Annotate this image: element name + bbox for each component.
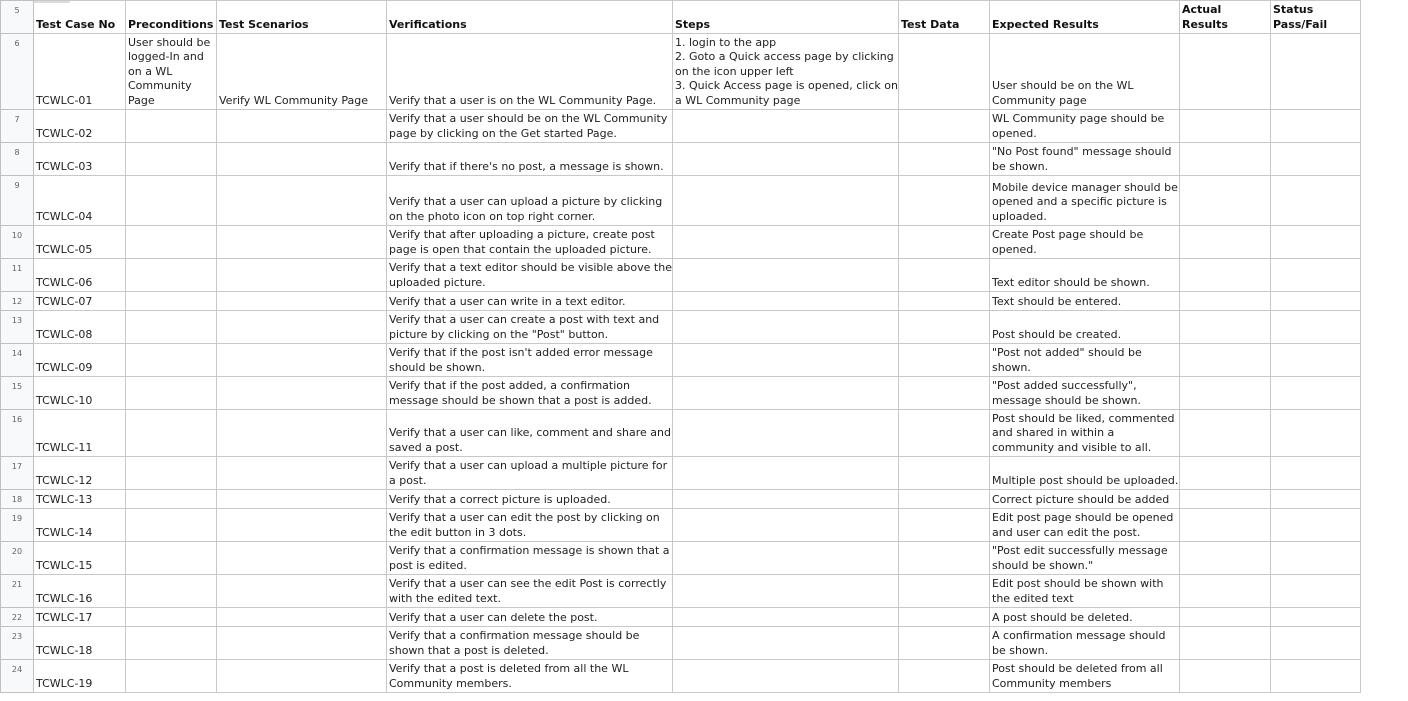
row-number[interactable]: 14 <box>1 344 34 377</box>
cell-test-case-no[interactable]: TCWLC-04 <box>34 176 126 226</box>
cell-status[interactable] <box>1271 110 1361 143</box>
cell-test-scenario[interactable] <box>217 344 387 377</box>
cell-verification[interactable]: Verify that a post is deleted from all the WL Community members. <box>387 660 673 693</box>
cell-preconditions[interactable] <box>126 410 217 457</box>
cell-steps[interactable] <box>673 457 899 490</box>
cell-steps[interactable] <box>673 259 899 292</box>
cell-status[interactable] <box>1271 143 1361 176</box>
cell-preconditions[interactable] <box>126 226 217 259</box>
cell-verification[interactable]: Verify that a user can like, comment and share and saved a post. <box>387 410 673 457</box>
cell-test-data[interactable] <box>899 457 990 490</box>
header-row <box>1 1 1361 34</box>
cell-status[interactable] <box>1271 627 1361 660</box>
cell-status[interactable] <box>1271 608 1361 627</box>
cell-test-case-no[interactable]: TCWLC-18 <box>34 627 126 660</box>
cell-actual-result[interactable] <box>1180 509 1271 542</box>
cell-preconditions[interactable] <box>126 292 217 311</box>
cell-preconditions[interactable] <box>126 660 217 693</box>
table-row <box>1 457 1361 490</box>
cell-preconditions[interactable] <box>126 344 217 377</box>
cell-preconditions[interactable] <box>126 457 217 490</box>
cell-verification[interactable]: Verify that a user can edit the post by clicking on the edit button in 3 dots. <box>387 509 673 542</box>
cell-actual-result[interactable] <box>1180 344 1271 377</box>
cell-status[interactable] <box>1271 311 1361 344</box>
cell-steps[interactable] <box>673 344 899 377</box>
cell-test-scenario[interactable] <box>217 509 387 542</box>
table-row <box>1 410 1361 457</box>
cell-status[interactable] <box>1271 660 1361 693</box>
row-number[interactable]: 13 <box>1 311 34 344</box>
cell-status[interactable] <box>1271 410 1361 457</box>
cell-test-data[interactable] <box>899 509 990 542</box>
cell-actual-result[interactable] <box>1180 627 1271 660</box>
cell-test-case-no[interactable]: TCWLC-19 <box>34 660 126 693</box>
table-row <box>1 226 1361 259</box>
cell-expected-result[interactable]: "No Post found" message should be shown. <box>990 143 1180 176</box>
cell-steps[interactable] <box>673 608 899 627</box>
cell-steps[interactable] <box>673 143 899 176</box>
cell-status[interactable] <box>1271 259 1361 292</box>
cell-preconditions[interactable] <box>126 490 217 509</box>
row-number[interactable]: 19 <box>1 509 34 542</box>
cell-verification[interactable]: Verify that after uploading a picture, create post page is open that contain the uploaded picture. <box>387 226 673 259</box>
cell-preconditions[interactable] <box>126 143 217 176</box>
cell-test-case-no[interactable]: TCWLC-01 <box>34 34 126 110</box>
cell-preconditions[interactable] <box>126 627 217 660</box>
table-row <box>1 292 1361 311</box>
cell-expected-result[interactable]: A confirmation message should be shown. <box>990 627 1180 660</box>
cell-steps[interactable] <box>673 660 899 693</box>
cell-preconditions[interactable] <box>126 311 217 344</box>
row-number[interactable]: 21 <box>1 575 34 608</box>
cell-test-data[interactable] <box>899 292 990 311</box>
cell-test-case-no[interactable]: TCWLC-08 <box>34 311 126 344</box>
cell-status[interactable] <box>1271 34 1361 110</box>
cell-verification[interactable]: Verify that a text editor should be visible above the uploaded picture. <box>387 259 673 292</box>
table-row <box>1 110 1361 143</box>
header-steps[interactable]: Steps <box>673 1 899 34</box>
header-status[interactable]: Status Pass/Fail <box>1271 1 1361 34</box>
cell-actual-result[interactable] <box>1180 311 1271 344</box>
cell-verification[interactable]: Verify that if the post added, a confirmation message should be shown that a post is added. <box>387 377 673 410</box>
cell-status[interactable] <box>1271 344 1361 377</box>
cell-expected-result[interactable]: "Post edit successfully message should be shown." <box>990 542 1180 575</box>
header-test-data[interactable]: Test Data <box>899 1 990 34</box>
cell-preconditions[interactable] <box>126 377 217 410</box>
cell-test-scenario[interactable] <box>217 176 387 226</box>
table-row <box>1 176 1361 226</box>
cell-test-scenario[interactable] <box>217 377 387 410</box>
row-number[interactable]: 22 <box>1 608 34 627</box>
cell-verification[interactable]: Verify that a user can upload a picture by clicking on the photo icon on top right corner. <box>387 176 673 226</box>
cell-verification[interactable]: Verify that a user can see the edit Post is correctly with the edited text. <box>387 575 673 608</box>
cell-test-case-no[interactable]: TCWLC-12 <box>34 457 126 490</box>
row-number[interactable]: 23 <box>1 627 34 660</box>
cell-preconditions[interactable]: User should be logged-In and on a WL Community Page <box>126 34 217 110</box>
cell-test-data[interactable] <box>899 34 990 110</box>
cell-preconditions[interactable] <box>126 176 217 226</box>
cell-preconditions[interactable] <box>126 608 217 627</box>
table-row <box>1 509 1361 542</box>
cell-test-data[interactable] <box>899 143 990 176</box>
row-number[interactable]: 12 <box>1 292 34 311</box>
cell-test-scenario[interactable] <box>217 110 387 143</box>
cell-expected-result[interactable]: Post should be liked, commented and shared in within a community and visible to all. <box>990 410 1180 457</box>
cell-test-data[interactable] <box>899 660 990 693</box>
cell-status[interactable] <box>1271 457 1361 490</box>
cell-verification[interactable]: Verify that a user can create a post with text and picture by clicking on the "Post" button. <box>387 311 673 344</box>
cell-expected-result[interactable]: Post should be deleted from all Community members <box>990 660 1180 693</box>
cell-steps[interactable] <box>673 490 899 509</box>
cell-status[interactable] <box>1271 176 1361 226</box>
cell-expected-result[interactable]: A post should be deleted. <box>990 608 1180 627</box>
cell-steps[interactable] <box>673 292 899 311</box>
cell-test-scenario[interactable] <box>217 292 387 311</box>
cell-test-data[interactable] <box>899 377 990 410</box>
header-verifications[interactable]: Verifications <box>387 1 673 34</box>
cell-test-scenario[interactable] <box>217 410 387 457</box>
cell-status[interactable] <box>1271 509 1361 542</box>
cell-test-case-no[interactable]: TCWLC-05 <box>34 226 126 259</box>
cell-test-case-no[interactable]: TCWLC-09 <box>34 344 126 377</box>
cell-test-data[interactable] <box>899 110 990 143</box>
cell-actual-result[interactable] <box>1180 143 1271 176</box>
table-row <box>1 377 1361 410</box>
cell-actual-result[interactable] <box>1180 457 1271 490</box>
cell-test-data[interactable] <box>899 490 990 509</box>
table-row <box>1 490 1361 509</box>
header-preconditions[interactable]: Preconditions <box>126 1 217 34</box>
cell-test-data[interactable] <box>899 627 990 660</box>
cell-test-data[interactable] <box>899 344 990 377</box>
row-number[interactable]: 10 <box>1 226 34 259</box>
cell-test-case-no[interactable]: TCWLC-14 <box>34 509 126 542</box>
cell-actual-result[interactable] <box>1180 110 1271 143</box>
cell-test-case-no[interactable]: TCWLC-10 <box>34 377 126 410</box>
cell-expected-result[interactable]: WL Community page should be opened. <box>990 110 1180 143</box>
cell-test-scenario[interactable] <box>217 311 387 344</box>
cell-steps[interactable] <box>673 627 899 660</box>
cell-verification[interactable]: Verify that a confirmation message is shown that a post is edited. <box>387 542 673 575</box>
cell-actual-result[interactable] <box>1180 575 1271 608</box>
row-number[interactable]: 20 <box>1 542 34 575</box>
cell-test-data[interactable] <box>899 259 990 292</box>
table-row <box>1 575 1361 608</box>
cell-test-scenario[interactable] <box>217 608 387 627</box>
cell-test-scenario[interactable] <box>217 259 387 292</box>
cell-steps[interactable] <box>673 226 899 259</box>
cell-expected-result[interactable]: Create Post page should be opened. <box>990 226 1180 259</box>
row-number[interactable]: 6 <box>1 34 34 110</box>
cell-test-data[interactable] <box>899 410 990 457</box>
cell-actual-result[interactable] <box>1180 34 1271 110</box>
cell-expected-result[interactable]: Edit post should be shown with the edited text <box>990 575 1180 608</box>
cell-test-case-no[interactable]: TCWLC-07 <box>34 292 126 311</box>
cell-test-case-no[interactable]: TCWLC-11 <box>34 410 126 457</box>
cell-preconditions[interactable] <box>126 509 217 542</box>
cell-expected-result[interactable]: User should be on the WL Community page <box>990 34 1180 110</box>
cell-test-scenario[interactable] <box>217 542 387 575</box>
table-row <box>1 660 1361 693</box>
cell-expected-result[interactable]: Mobile device manager should be opened and a specific picture is uploaded. <box>990 176 1180 226</box>
cell-preconditions[interactable] <box>126 542 217 575</box>
cell-actual-result[interactable] <box>1180 542 1271 575</box>
cell-test-data[interactable] <box>899 226 990 259</box>
table-row <box>1 311 1361 344</box>
cell-steps[interactable] <box>673 575 899 608</box>
table-row <box>1 34 1361 110</box>
cell-verification[interactable]: Verify that a correct picture is uploaded. <box>387 490 673 509</box>
cell-verification[interactable]: Verify that if there's no post, a message is shown. <box>387 143 673 176</box>
row-number[interactable]: 9 <box>1 176 34 226</box>
cell-actual-result[interactable] <box>1180 259 1271 292</box>
cell-steps[interactable] <box>673 110 899 143</box>
cell-actual-result[interactable] <box>1180 410 1271 457</box>
row-number[interactable]: 18 <box>1 490 34 509</box>
cell-test-data[interactable] <box>899 311 990 344</box>
cell-steps[interactable] <box>673 509 899 542</box>
cell-expected-result[interactable]: Correct picture should be added <box>990 490 1180 509</box>
cell-actual-result[interactable] <box>1180 660 1271 693</box>
table-row <box>1 608 1361 627</box>
cell-steps[interactable] <box>673 542 899 575</box>
cell-test-case-no[interactable]: TCWLC-02 <box>34 110 126 143</box>
cell-test-scenario[interactable] <box>217 660 387 693</box>
cell-expected-result[interactable]: "Post not added" should be shown. <box>990 344 1180 377</box>
row-number[interactable]: 15 <box>1 377 34 410</box>
cell-test-scenario[interactable]: Verify WL Community Page <box>217 34 387 110</box>
cell-test-data[interactable] <box>899 542 990 575</box>
cell-expected-result[interactable]: Multiple post should be uploaded. <box>990 457 1180 490</box>
header-expected-results[interactable]: Expected Results <box>990 1 1180 34</box>
cell-verification[interactable]: Verify that a user is on the WL Community Page. <box>387 34 673 110</box>
cell-expected-result[interactable]: Text editor should be shown. <box>990 259 1180 292</box>
cell-status[interactable] <box>1271 575 1361 608</box>
cell-expected-result[interactable]: "Post added successfully", message should be shown. <box>990 377 1180 410</box>
cell-status[interactable] <box>1271 542 1361 575</box>
cell-test-data[interactable] <box>899 176 990 226</box>
cell-test-case-no[interactable]: TCWLC-06 <box>34 259 126 292</box>
cell-verification[interactable]: Verify that a user can upload a multiple picture for a post. <box>387 457 673 490</box>
cell-verification[interactable]: Verify that a user can write in a text editor. <box>387 292 673 311</box>
table-row <box>1 143 1361 176</box>
cell-test-scenario[interactable] <box>217 490 387 509</box>
cell-actual-result[interactable] <box>1180 608 1271 627</box>
cell-actual-result[interactable] <box>1180 377 1271 410</box>
row-number[interactable]: 8 <box>1 143 34 176</box>
cell-status[interactable] <box>1271 490 1361 509</box>
cell-actual-result[interactable] <box>1180 292 1271 311</box>
cell-test-case-no[interactable]: TCWLC-15 <box>34 542 126 575</box>
row-number[interactable]: 24 <box>1 660 34 693</box>
cell-verification[interactable]: Verify that a user should be on the WL Community page by clicking on the Get started Page. <box>387 110 673 143</box>
cell-test-scenario[interactable] <box>217 143 387 176</box>
cell-test-case-no[interactable]: TCWLC-16 <box>34 575 126 608</box>
cell-actual-result[interactable] <box>1180 226 1271 259</box>
cell-expected-result[interactable]: Edit post page should be opened and user can edit the post. <box>990 509 1180 542</box>
table-row <box>1 627 1361 660</box>
cell-test-scenario[interactable] <box>217 226 387 259</box>
cell-steps[interactable] <box>673 377 899 410</box>
row-number[interactable]: 7 <box>1 110 34 143</box>
cell-verification[interactable]: Verify that a confirmation message should be shown that a post is deleted. <box>387 627 673 660</box>
cell-steps[interactable] <box>673 311 899 344</box>
cell-preconditions[interactable] <box>126 259 217 292</box>
cell-test-scenario[interactable] <box>217 575 387 608</box>
table-row <box>1 344 1361 377</box>
cell-status[interactable] <box>1271 226 1361 259</box>
header-test-case-no[interactable]: Test Case No <box>34 1 126 34</box>
cell-expected-result[interactable]: Text should be entered. <box>990 292 1180 311</box>
header-actual-results[interactable]: Actual Results <box>1180 1 1271 34</box>
cell-steps[interactable] <box>673 410 899 457</box>
table-row <box>1 542 1361 575</box>
table-row <box>1 259 1361 292</box>
cell-verification[interactable]: Verify that if the post isn't added error message should be shown. <box>387 344 673 377</box>
cell-verification[interactable]: Verify that a user can delete the post. <box>387 608 673 627</box>
cell-test-case-no[interactable]: TCWLC-17 <box>34 608 126 627</box>
cell-status[interactable] <box>1271 292 1361 311</box>
cell-preconditions[interactable] <box>126 110 217 143</box>
row-number[interactable]: 5 <box>1 1 34 34</box>
cell-test-scenario[interactable] <box>217 457 387 490</box>
cell-test-data[interactable] <box>899 608 990 627</box>
row-number[interactable]: 16 <box>1 410 34 457</box>
cell-test-case-no[interactable]: TCWLC-13 <box>34 490 126 509</box>
cell-expected-result[interactable]: Post should be created. <box>990 311 1180 344</box>
row-number[interactable]: 17 <box>1 457 34 490</box>
row-number[interactable]: 11 <box>1 259 34 292</box>
cell-status[interactable] <box>1271 377 1361 410</box>
header-test-scenarios[interactable]: Test Scenarios <box>217 1 387 34</box>
cell-preconditions[interactable] <box>126 575 217 608</box>
cell-test-data[interactable] <box>899 575 990 608</box>
cell-test-scenario[interactable] <box>217 627 387 660</box>
cell-steps[interactable] <box>673 176 899 226</box>
cell-actual-result[interactable] <box>1180 490 1271 509</box>
cell-actual-result[interactable] <box>1180 176 1271 226</box>
cell-test-case-no[interactable]: TCWLC-03 <box>34 143 126 176</box>
cell-steps[interactable]: 1. login to the app 2. Goto a Quick access page by clicking on the icon upper left 3. Quick Access page is opened, click on a WL Community page <box>673 34 899 110</box>
